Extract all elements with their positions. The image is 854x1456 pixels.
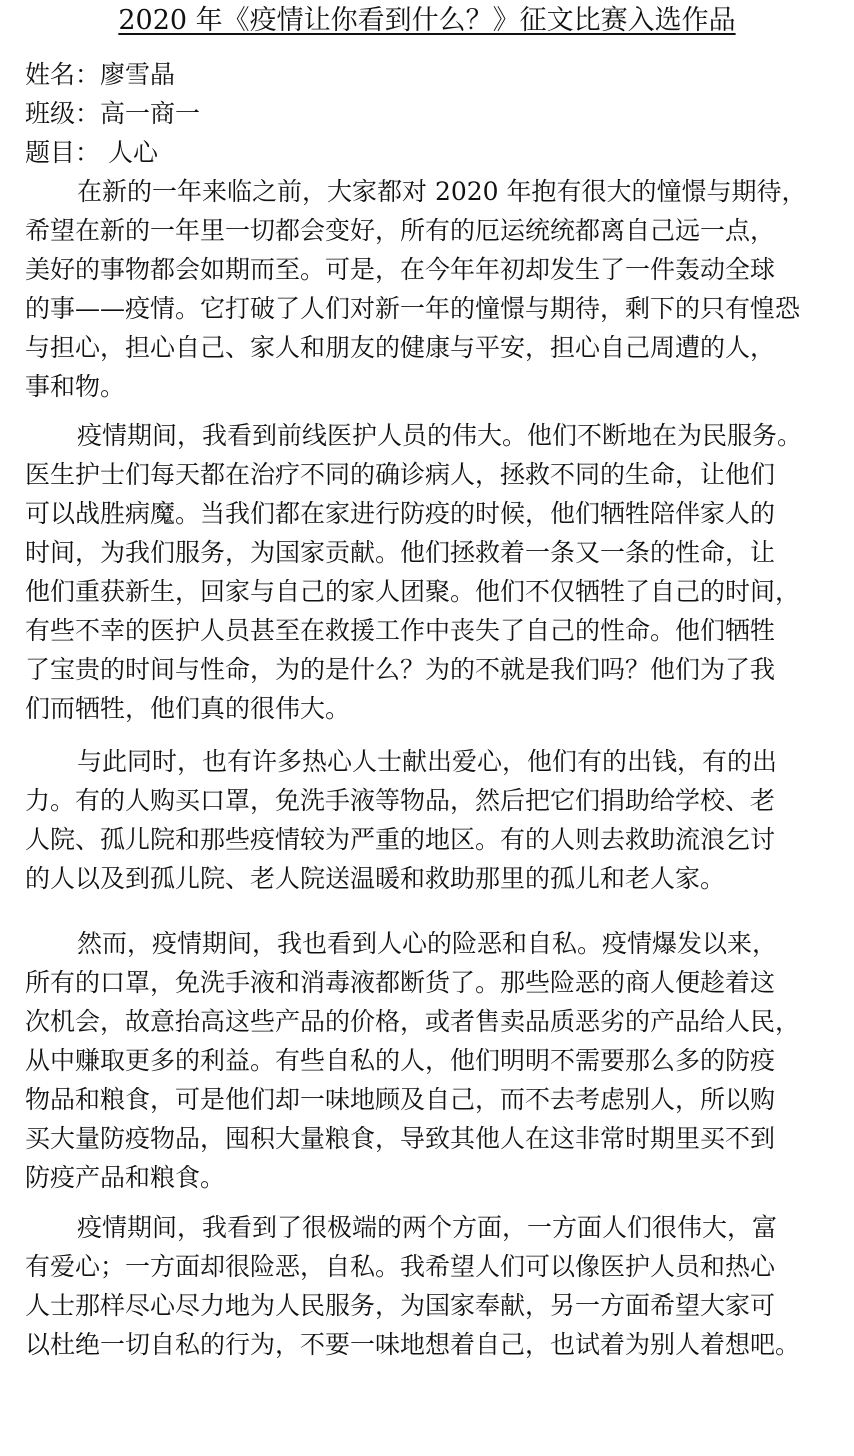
paragraph-line: 希望在新的一年里一切都会变好，所有的厄运统统都离自己远一点， <box>25 216 776 245</box>
paragraph-line: 有些不幸的医护人员甚至在救援工作中丧失了自己的性命。他们牺牲 <box>25 616 776 645</box>
subject-line: 题目： 人心 <box>25 138 158 167</box>
paragraph-line: 然而，疫情期间，我也看到人心的险恶和自私。疫情爆发以来， <box>77 929 778 958</box>
paragraph-line: 买大量防疫物品，囤积大量粮食，导致其他人在这非常时期里买不到 <box>25 1124 776 1153</box>
paragraph-line: 人院、孤儿院和那些疫情较为严重的地区。有的人则去救助流浪乞讨 <box>25 825 776 854</box>
paragraph-line: 力。有的人购买口罩，免洗手液等物品，然后把它们捐助给学校、老 <box>25 786 776 815</box>
paragraph-line: 的事——疫情。它打破了人们对新一年的憧憬与期待，剩下的只有惶恐 <box>25 294 801 323</box>
paragraph-line: 他们重获新生，回家与自己的家人团聚。他们不仅牺牲了自己的时间， <box>25 577 801 606</box>
paragraph-line: 疫情期间，我看到前线医护人员的伟大。他们不断地在为民服务。 <box>69 421 802 450</box>
paragraph-line: 美好的事物都会如期而至。可是，在今年年初却发生了一件轰动全球 <box>25 255 776 284</box>
paragraph-line: 有爱心；一方面却很险恶，自私。我希望人们可以像医护人员和热心 <box>25 1252 776 1281</box>
paragraph-line: 防疫产品和粮食。 <box>25 1163 226 1192</box>
paragraph-4 <box>25 924 835 1197</box>
paragraph-2 <box>25 416 835 728</box>
paragraph-line: 了宝贵的时间与性命，为的是什么？为的不就是我们吗？他们为了我 <box>25 655 776 684</box>
author-name-line: 姓名：廖雪晶 <box>25 60 176 89</box>
paragraph-1 <box>25 172 835 406</box>
paragraph-line: 从中赚取更多的利益。有些自私的人，他们明明不需要那么多的防疫 <box>25 1046 776 1075</box>
paragraph-line: 人士那样尽心尽力地为人民服务，为国家奉献，另一方面希望大家可 <box>25 1291 776 1320</box>
paragraph-line: 医生护士们每天都在治疗不同的确诊病人，拯救不同的生命，让他们 <box>25 460 776 489</box>
paragraph-line: 的人以及到孤儿院、老人院送温暖和救助那里的孤儿和老人家。 <box>25 864 726 893</box>
paragraph-line: 们而牺牲，他们真的很伟大。 <box>25 694 351 723</box>
paragraph-line: 疫情期间，我看到了很极端的两个方面，一方面人们很伟大，富 <box>77 1213 778 1242</box>
document-title <box>0 4 854 38</box>
paragraph-line: 以杜绝一切自私的行为，不要一味地想着自己，也试着为别人着想吧。 <box>25 1330 801 1359</box>
paragraph-line: 所有的口罩，免洗手液和消毒液都断货了。那些险恶的商人便趁着这 <box>25 968 776 997</box>
paragraph-line: 次机会，故意抬高这些产品的价格，或者售卖品质恶劣的产品给人民， <box>25 1007 801 1036</box>
paragraph-line: 与此同时，也有许多热心人士献出爱心，他们有的出钱，有的出 <box>77 747 778 776</box>
class-line: 班级：高一商一 <box>25 99 201 128</box>
paragraph-line: 与担心，担心自己、家人和朋友的健康与平安，担心自己周遭的人， <box>25 333 776 362</box>
paragraph-line: 物品和粮食，可是他们却一味地顾及自己，而不去考虑别人，所以购 <box>25 1085 776 1114</box>
paragraph-line: 时间，为我们服务，为国家贡献。他们拯救着一条又一条的性命，让 <box>25 538 776 567</box>
paragraph-line: 在新的一年来临之前，大家都对 2020 年抱有很大的憧憬与期待， <box>77 177 807 206</box>
document-title-text: 2020 年《疫情让你看到什么？》征文比赛入选作品 <box>118 5 736 36</box>
paragraph-3 <box>25 742 835 898</box>
paragraph-5 <box>25 1208 835 1364</box>
paragraph-line: 事和物。 <box>25 372 126 401</box>
paragraph-line: 可以战胜病魔。当我们都在家进行防疫的时候，他们牺牲陪伴家人的 <box>25 499 776 528</box>
